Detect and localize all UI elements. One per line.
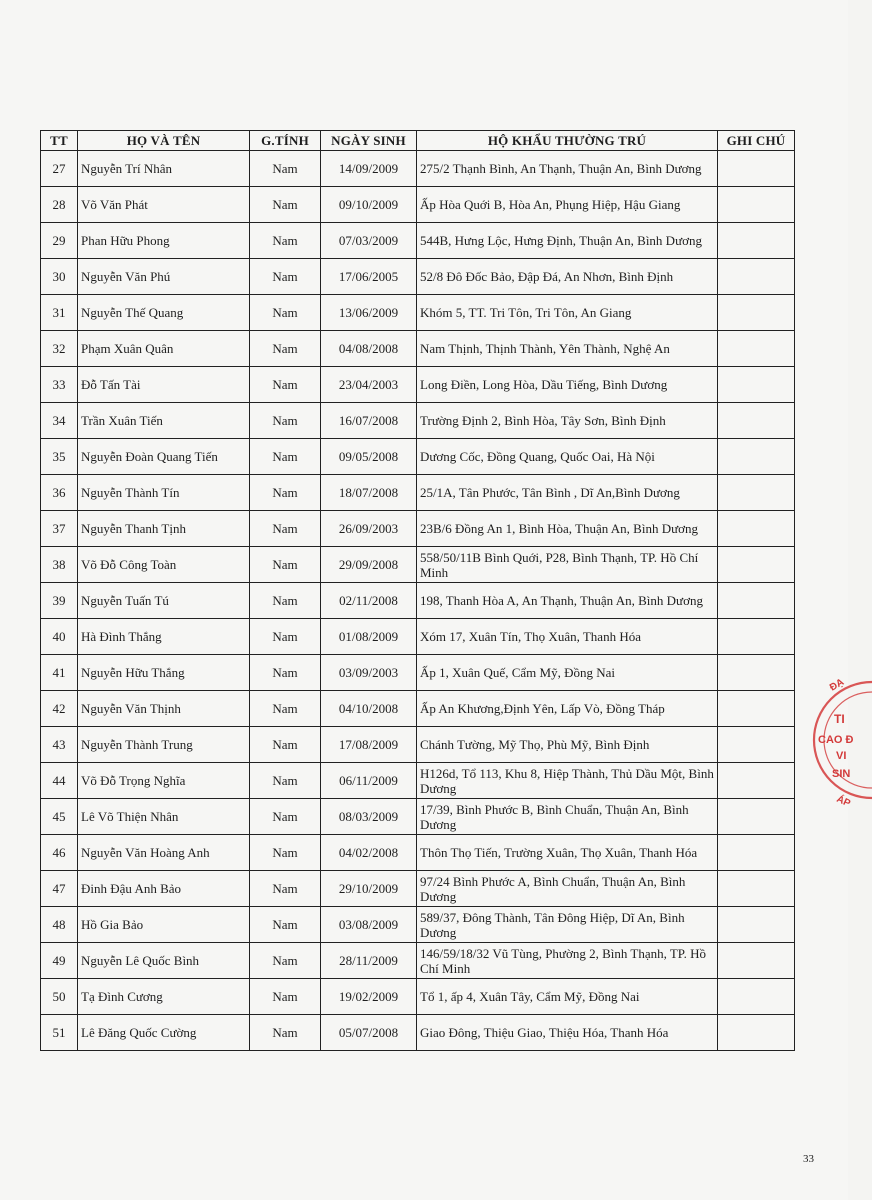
cell-dob: 14/09/2009: [321, 151, 417, 187]
cell-note: [718, 583, 795, 619]
cell-address: Ấp 1, Xuân Quế, Cẩm Mỹ, Đồng Nai: [417, 655, 718, 691]
cell-tt: 30: [41, 259, 78, 295]
student-roster-table: [40, 130, 795, 1051]
cell-gender: Nam: [250, 223, 321, 259]
stamp-text-6: ÁP: [834, 793, 852, 810]
cell-dob: 08/03/2009: [321, 799, 417, 835]
cell-dob: 03/08/2009: [321, 907, 417, 943]
page-number: 33: [803, 1153, 814, 1165]
cell-name: Tạ Đình Cương: [78, 979, 250, 1015]
cell-note: [718, 979, 795, 1015]
cell-address: Nam Thịnh, Thịnh Thành, Yên Thành, Nghệ An: [417, 331, 718, 367]
cell-gender: Nam: [250, 655, 321, 691]
cell-dob: 16/07/2008: [321, 403, 417, 439]
cell-gender: Nam: [250, 331, 321, 367]
cell-address: 589/37, Đông Thành, Tân Đông Hiệp, Dĩ An, Bình Dương: [417, 907, 718, 943]
cell-note: [718, 367, 795, 403]
table-header-row: [41, 131, 795, 151]
cell-address: 25/1A, Tân Phước, Tân Bình , Dĩ An,Bình Dương: [417, 475, 718, 511]
cell-tt: 50: [41, 979, 78, 1015]
cell-gender: Nam: [250, 727, 321, 763]
cell-tt: 31: [41, 295, 78, 331]
cell-tt: 29: [41, 223, 78, 259]
cell-address: Thôn Thọ Tiến, Trường Xuân, Thọ Xuân, Thanh Hóa: [417, 835, 718, 871]
cell-tt: 32: [41, 331, 78, 367]
table-row: [41, 763, 795, 799]
cell-tt: 46: [41, 835, 78, 871]
table-row: [41, 259, 795, 295]
table-row: [41, 871, 795, 907]
cell-address: 23B/6 Đồng An 1, Bình Hòa, Thuận An, Bình Dương: [417, 511, 718, 547]
cell-dob: 03/09/2003: [321, 655, 417, 691]
cell-gender: Nam: [250, 439, 321, 475]
cell-gender: Nam: [250, 1015, 321, 1051]
cell-address: 17/39, Bình Phước B, Bình Chuẩn, Thuận An, Bình Dương: [417, 799, 718, 835]
cell-name: Võ Đỗ Công Toàn: [78, 547, 250, 583]
cell-dob: 23/04/2003: [321, 367, 417, 403]
header-gender: G.TÍNH: [250, 131, 321, 151]
cell-name: Nguyễn Hữu Thắng: [78, 655, 250, 691]
cell-tt: 43: [41, 727, 78, 763]
cell-name: Nguyễn Văn Hoàng Anh: [78, 835, 250, 871]
cell-name: Trần Xuân Tiến: [78, 403, 250, 439]
cell-address: Chánh Tường, Mỹ Thọ, Phù Mỹ, Bình Định: [417, 727, 718, 763]
stamp-text-4: VI: [836, 750, 847, 762]
cell-dob: 04/08/2008: [321, 331, 417, 367]
cell-gender: Nam: [250, 871, 321, 907]
cell-gender: Nam: [250, 943, 321, 979]
cell-tt: 37: [41, 511, 78, 547]
cell-gender: Nam: [250, 403, 321, 439]
cell-dob: 01/08/2009: [321, 619, 417, 655]
cell-name: Nguyễn Thành Trung: [78, 727, 250, 763]
cell-address: Long Điền, Long Hòa, Dầu Tiếng, Bình Dương: [417, 367, 718, 403]
cell-address: 52/8 Đô Đốc Bảo, Đập Đá, An Nhơn, Bình Định: [417, 259, 718, 295]
cell-tt: 36: [41, 475, 78, 511]
cell-dob: 06/11/2009: [321, 763, 417, 799]
cell-note: [718, 943, 795, 979]
cell-gender: Nam: [250, 511, 321, 547]
header-name: HỌ VÀ TÊN: [78, 131, 250, 151]
cell-gender: Nam: [250, 583, 321, 619]
cell-address: 146/59/18/32 Vũ Tùng, Phường 2, Bình Thạnh, TP. Hồ Chí Minh: [417, 943, 718, 979]
cell-note: [718, 439, 795, 475]
cell-note: [718, 331, 795, 367]
cell-tt: 49: [41, 943, 78, 979]
cell-gender: Nam: [250, 835, 321, 871]
table-row: [41, 511, 795, 547]
header-address: HỘ KHẨU THƯỜNG TRÚ: [417, 131, 718, 151]
table-row: [41, 691, 795, 727]
table-row: [41, 799, 795, 835]
table-row: [41, 1015, 795, 1051]
table-row: [41, 439, 795, 475]
cell-dob: 29/10/2009: [321, 871, 417, 907]
cell-name: Nguyễn Thế Quang: [78, 295, 250, 331]
table-row: [41, 295, 795, 331]
cell-dob: 04/02/2008: [321, 835, 417, 871]
cell-name: Lê Đăng Quốc Cường: [78, 1015, 250, 1051]
stamp-text-1: ĐẠ: [828, 676, 847, 694]
cell-name: Lê Võ Thiện Nhân: [78, 799, 250, 835]
cell-tt: 44: [41, 763, 78, 799]
cell-note: [718, 511, 795, 547]
cell-dob: 26/09/2003: [321, 511, 417, 547]
cell-name: Phan Hữu Phong: [78, 223, 250, 259]
header-dob: NGÀY SINH: [321, 131, 417, 151]
table-row: [41, 619, 795, 655]
cell-gender: Nam: [250, 259, 321, 295]
table-row: [41, 187, 795, 223]
cell-tt: 35: [41, 439, 78, 475]
cell-note: [718, 871, 795, 907]
header-tt: TT: [41, 131, 78, 151]
cell-note: [718, 763, 795, 799]
cell-note: [718, 907, 795, 943]
cell-gender: Nam: [250, 151, 321, 187]
cell-tt: 34: [41, 403, 78, 439]
red-seal-stamp: [812, 665, 872, 815]
cell-address: 275/2 Thạnh Bình, An Thạnh, Thuận An, Bình Dương: [417, 151, 718, 187]
stamp-text-5: SIN: [832, 768, 851, 780]
cell-gender: Nam: [250, 547, 321, 583]
cell-dob: 07/03/2009: [321, 223, 417, 259]
cell-tt: 47: [41, 871, 78, 907]
cell-address: Ấp Hòa Quới B, Hòa An, Phụng Hiệp, Hậu Giang: [417, 187, 718, 223]
cell-note: [718, 727, 795, 763]
cell-note: [718, 295, 795, 331]
table-row: [41, 655, 795, 691]
cell-note: [718, 835, 795, 871]
cell-name: Nguyễn Tuấn Tú: [78, 583, 250, 619]
cell-dob: 09/10/2009: [321, 187, 417, 223]
cell-gender: Nam: [250, 367, 321, 403]
cell-dob: 13/06/2009: [321, 295, 417, 331]
cell-name: Phạm Xuân Quân: [78, 331, 250, 367]
cell-dob: 17/08/2009: [321, 727, 417, 763]
cell-dob: 17/06/2005: [321, 259, 417, 295]
cell-name: Nguyễn Văn Thịnh: [78, 691, 250, 727]
cell-dob: 04/10/2008: [321, 691, 417, 727]
cell-name: Nguyễn Lê Quốc Bình: [78, 943, 250, 979]
cell-name: Nguyễn Đoàn Quang Tiến: [78, 439, 250, 475]
cell-note: [718, 151, 795, 187]
cell-name: Đỗ Tấn Tài: [78, 367, 250, 403]
cell-address: 198, Thanh Hòa A, An Thạnh, Thuận An, Bình Dương: [417, 583, 718, 619]
cell-note: [718, 799, 795, 835]
cell-note: [718, 619, 795, 655]
cell-tt: 39: [41, 583, 78, 619]
cell-name: Nguyễn Thành Tín: [78, 475, 250, 511]
cell-gender: Nam: [250, 691, 321, 727]
cell-tt: 41: [41, 655, 78, 691]
table-row: [41, 367, 795, 403]
table-row: [41, 403, 795, 439]
cell-tt: 48: [41, 907, 78, 943]
cell-gender: Nam: [250, 763, 321, 799]
cell-tt: 28: [41, 187, 78, 223]
cell-dob: 02/11/2008: [321, 583, 417, 619]
cell-dob: 19/02/2009: [321, 979, 417, 1015]
table-body: [41, 151, 795, 1051]
cell-address: Khóm 5, TT. Tri Tôn, Tri Tôn, An Giang: [417, 295, 718, 331]
cell-tt: 33: [41, 367, 78, 403]
cell-gender: Nam: [250, 295, 321, 331]
table-row: [41, 331, 795, 367]
cell-note: [718, 547, 795, 583]
cell-dob: 09/05/2008: [321, 439, 417, 475]
cell-note: [718, 655, 795, 691]
cell-tt: 51: [41, 1015, 78, 1051]
cell-name: Nguyễn Thanh Tịnh: [78, 511, 250, 547]
cell-dob: 29/09/2008: [321, 547, 417, 583]
cell-address: 97/24 Bình Phước A, Bình Chuẩn, Thuận An, Bình Dương: [417, 871, 718, 907]
cell-gender: Nam: [250, 799, 321, 835]
table-row: [41, 151, 795, 187]
cell-tt: 40: [41, 619, 78, 655]
table-row: [41, 835, 795, 871]
cell-note: [718, 691, 795, 727]
cell-dob: 18/07/2008: [321, 475, 417, 511]
cell-tt: 42: [41, 691, 78, 727]
cell-dob: 05/07/2008: [321, 1015, 417, 1051]
cell-name: Hà Đình Thắng: [78, 619, 250, 655]
table-row: [41, 547, 795, 583]
cell-note: [718, 403, 795, 439]
cell-note: [718, 475, 795, 511]
cell-note: [718, 223, 795, 259]
stamp-text-2: TI: [834, 712, 845, 726]
cell-dob: 28/11/2009: [321, 943, 417, 979]
cell-address: Trường Định 2, Bình Hòa, Tây Sơn, Bình Định: [417, 403, 718, 439]
cell-address: Xóm 17, Xuân Tín, Thọ Xuân, Thanh Hóa: [417, 619, 718, 655]
table-row: [41, 979, 795, 1015]
cell-note: [718, 259, 795, 295]
cell-tt: 45: [41, 799, 78, 835]
cell-address: H126d, Tổ 113, Khu 8, Hiệp Thành, Thủ Dầu Một, Bình Dương: [417, 763, 718, 799]
table-row: [41, 943, 795, 979]
cell-note: [718, 187, 795, 223]
cell-gender: Nam: [250, 187, 321, 223]
cell-address: Tổ 1, ấp 4, Xuân Tây, Cẩm Mỹ, Đồng Nai: [417, 979, 718, 1015]
table-row: [41, 475, 795, 511]
cell-name: Võ Đỗ Trọng Nghĩa: [78, 763, 250, 799]
cell-name: Nguyễn Văn Phú: [78, 259, 250, 295]
cell-gender: Nam: [250, 475, 321, 511]
table-row: [41, 907, 795, 943]
cell-address: 544B, Hưng Lộc, Hưng Định, Thuận An, Bình Dương: [417, 223, 718, 259]
cell-note: [718, 1015, 795, 1051]
cell-address: 558/50/11B Bình Quới, P28, Bình Thạnh, TP. Hồ Chí Minh: [417, 547, 718, 583]
table-row: [41, 727, 795, 763]
cell-gender: Nam: [250, 979, 321, 1015]
table-row: [41, 583, 795, 619]
cell-name: Võ Văn Phát: [78, 187, 250, 223]
cell-address: Ấp An Khương,Định Yên, Lấp Vò, Đồng Tháp: [417, 691, 718, 727]
cell-name: Nguyễn Trí Nhân: [78, 151, 250, 187]
cell-name: Đinh Đậu Anh Bảo: [78, 871, 250, 907]
stamp-text-3: CAO Đ: [818, 734, 854, 746]
cell-tt: 38: [41, 547, 78, 583]
cell-tt: 27: [41, 151, 78, 187]
cell-address: Giao Đông, Thiệu Giao, Thiệu Hóa, Thanh Hóa: [417, 1015, 718, 1051]
cell-name: Hồ Gia Bảo: [78, 907, 250, 943]
cell-address: Dương Cốc, Đồng Quang, Quốc Oai, Hà Nội: [417, 439, 718, 475]
cell-gender: Nam: [250, 619, 321, 655]
header-note: GHI CHÚ: [718, 131, 795, 151]
table-row: [41, 223, 795, 259]
cell-gender: Nam: [250, 907, 321, 943]
